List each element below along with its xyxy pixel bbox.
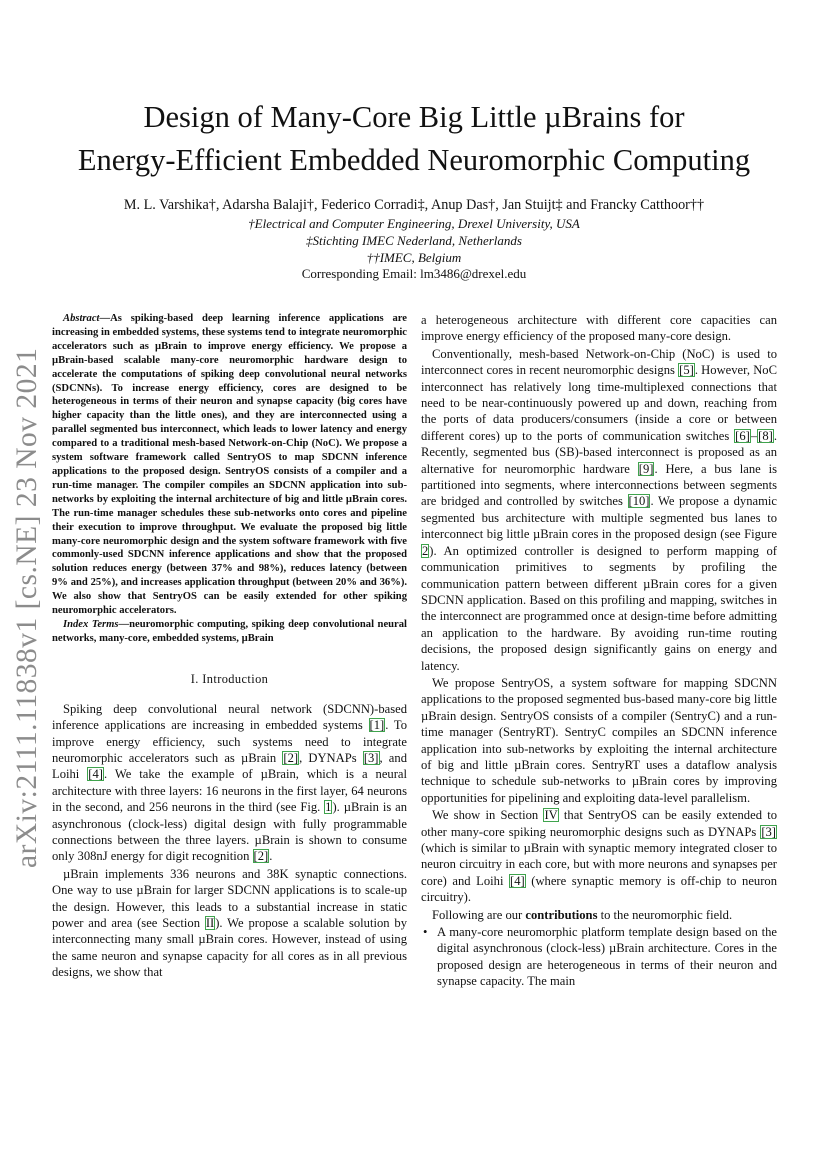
citation-link[interactable]: [3] <box>363 750 379 765</box>
arxiv-identifier: arXiv:2111.11838v1 [cs.NE] 23 Nov 2021 <box>11 347 43 868</box>
author-list: M. L. Varshika†, Adarsha Balaji†, Federico Corradi‡, Anup Das†, Jan Stuijt‡ and Francky Catthoor†† <box>123 197 705 213</box>
citation-link[interactable]: [5] <box>679 363 694 378</box>
intro-paragraph-5: We propose SentryOS, a system software for mapping SDCNN applications to the proposed segmented bus-based many-core big little µBrain design. SentryOS consists of a compiler (SentryC) and a run-time manager (SentryRT). SentryC compiles an SDCNN inference application into sub-networks by exploiting the internal architecture of big and little µBrain cores. SentryRT uses a dataflow analysis technique to schedule sub-networks to µBrain cores by improving opportunities for pipelining and exploiting data-level parallelism. <box>421 675 777 805</box>
affiliation-imec-nl: ‡Stichting IMEC Nederland, Netherlands <box>306 233 522 248</box>
citation-link[interactable]: [4] <box>510 873 525 888</box>
index-terms-label: Index Terms <box>63 618 119 630</box>
index-terms-text: —neuromorphic computing, spiking deep convolutional neural networks, many-core, embedded systems, µBrain <box>52 618 407 644</box>
intro-paragraph-7: Following are our contributions to the neuromorphic field. <box>432 907 733 922</box>
intro-paragraph-6: We show in Section IV that SentryOS can be easily extended to other many-core spiking neuromorphic designs such as DYNAPs [3] (which is similar to µBrain with synaptic memory integrated closer to neuron circuitry in each core, but with more neurons and synapses per core) and Loihi [4] (where synaptic memory is off-chip to neuron circuitry). <box>421 808 778 905</box>
abstract <box>52 312 407 618</box>
citation-link[interactable]: [2] <box>253 849 269 864</box>
citation-link[interactable]: [3] <box>761 824 776 839</box>
intro-paragraph-3: a heterogeneous architecture with different core capacities can improve energy efficiency of the proposed many-core design. <box>421 313 777 344</box>
citation-link[interactable]: [1] <box>369 718 385 733</box>
intro-paragraph-4: Conventionally, mesh-based Network-on-Chip (NoC) is used to interconnect cores in recent neuromorphic designs [5]. However, NoC interconnect has relatively long time-multiplexed connections that need to be near-continuously powered up and down, reaching from the ports of data producers/consumers (inside a core or between different cores) up to the ports of communication switches [6]–[8]. Recently, segmented bus (SB)-based interconnect is proposed as an alternative for neuromorphic hardware [9]. Here, a bus lane is partitioned into segments, where interconnections between segments are bridged and controlled by switches [10]. We propose a dynamic segmented bus architecture with multiple segmented bus lanes to interconnect big little µBrain cores in the proposed design (see Figure 2). An optimized controller is designed to perform mapping of communication primitives to segments by profiling the communication pattern between different µBrain cores for a given SDCNN application. Based on this profiling and mapping, switches in the interconnect are programmed once at design-time before admitting an application to the hardware. By avoiding run-time routing decisions, the proposed design significantly gains on energy and latency. <box>421 346 777 673</box>
citation-link[interactable]: [8] <box>758 428 773 443</box>
figure-link[interactable]: 1 <box>325 800 332 815</box>
citation-link[interactable]: [4] <box>88 767 103 782</box>
citation-link[interactable]: [2] <box>283 750 299 765</box>
index-terms <box>52 618 407 646</box>
figure-link[interactable]: 2 <box>422 543 429 558</box>
title-line-1: Design of Many-Core Big Little µBrains for <box>143 100 685 134</box>
abstract-text: —As spiking-based deep learning inference applications are increasing in embedded systems, these systems tend to integrate neuromorphic accelerators such as µBrain to improve energy efficiency. We propose a µBrain-based scalable many-core neuromorphic hardware design to accelerate the computations of spiking deep convolutional neural networks (SDCNNs). To increase energy efficiency, cores are designed to be heterogeneous in terms of their neuron and synapse capacity (big cores have higher capacity than the little ones), and they are interconnected using a parallel segmented bus interconnect, which leads to lower latency and energy compared to a traditional mesh-based Network-on-Chip (NoC). We propose a system software framework called SentryOS to map SDCNN inference applications to the proposed design. SentryOS consists of a compiler and a run-time manager. The compiler compiles an SDCNN application into sub-networks by exploiting the internal architecture of big and little µBrain cores. The run-time manager schedules these sub-networks onto cores and pipeline their execution to improve throughput. We evaluate the proposed big little many-core neuromorphic design and the system software framework with five commonly-used SDCNN inference applications and show that the proposed solution reduces energy (between 37% and 98%), reduces latency (between 9% and 25%), and increases application throughput (between 20% and 36%). We also show that SentryOS can be easily extended for other spiking neuromorphic accelerators. <box>52 313 407 617</box>
intro-paragraph-1: Spiking deep convolutional neural network (SDCNN)-based inference applications are increasing in embedded systems [1]. To improve energy efficiency, such systems need to integrate neuromorphic accelerators such as µBrain [2], DYNAPs [3], and Loihi [4]. We take the example of µBrain, which is a neural architecture with three layers: 16 neurons in the first layer, 64 neurons in the second, and 256 neurons in the third (see Fig. 1). µBrain is an asynchronous (clock-less) digital design with fully programmable connections between the three layers. µBrain is shown to consume only 308nJ energy for digit recognition [2]. <box>52 701 408 864</box>
section-link[interactable]: IV <box>544 808 558 823</box>
citation-link[interactable]: [9] <box>638 461 654 476</box>
affiliation-imec-be: ††IMEC, Belgium <box>366 250 462 265</box>
citation-link[interactable]: [6] <box>735 428 750 443</box>
section-heading-introduction: I. Introduction <box>190 671 269 686</box>
affiliation-drexel: †Electrical and Computer Engineering, Drexel University, USA <box>248 216 580 231</box>
abstract-label: Abstract <box>63 313 100 324</box>
right-column <box>421 312 777 990</box>
intro-paragraph-2: µBrain implements 336 neurons and 38K synaptic connections. One way to use µBrain for larger SDCNN applications is to scale-up the design. However, this leads to a substantial increase in static power and area (see Section II). We propose a scalable solution by interconnecting many small µBrain cores. However, instead of using the same neuron and synapse capacity for all cores as in all previous designs, we show that <box>52 866 407 980</box>
contribution-bullet-1: • A many-core neuromorphic platform template design based on the digital asynchronous (clock-less) µBrain architecture. Cores in the proposed design are heterogeneous in terms of their neuron and synapse capacity. The main <box>421 924 777 990</box>
left-column <box>52 312 407 982</box>
corresponding-email: Corresponding Email: lm3486@drexel.edu <box>301 266 527 281</box>
contributions-emphasis: contributions <box>525 907 598 922</box>
section-link[interactable]: II <box>205 916 215 931</box>
title-line-2: Energy-Efficient Embedded Neuromorphic Computing <box>77 143 751 177</box>
paper-title <box>40 96 788 182</box>
citation-link[interactable]: [10] <box>628 494 650 509</box>
